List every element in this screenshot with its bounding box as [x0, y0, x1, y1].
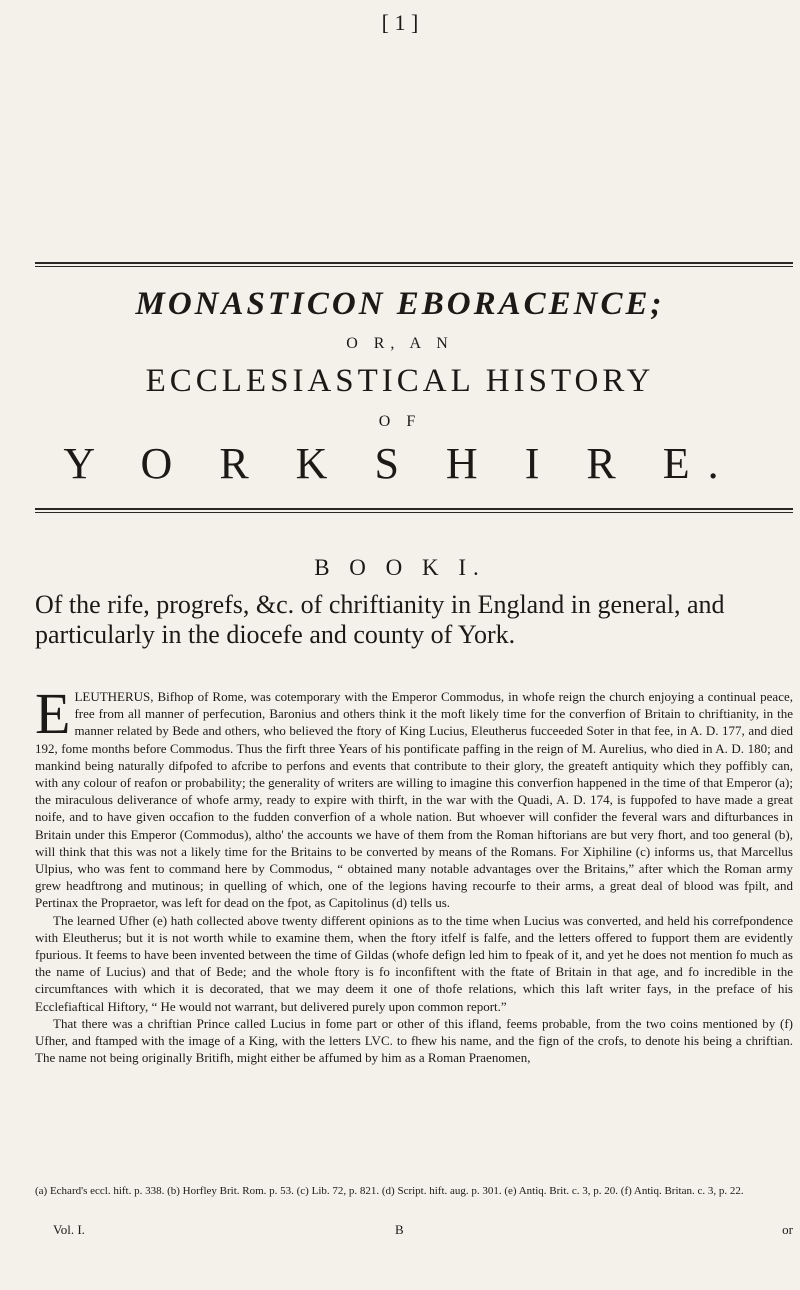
- title-of: O F: [378, 413, 422, 430]
- top-rule-thin: [35, 266, 793, 267]
- paragraph: [35, 1015, 793, 1067]
- title-main: MONASTICON EBORACENCE;: [135, 286, 665, 322]
- signature-mark: B: [395, 1222, 404, 1237]
- drop-cap: E: [35, 681, 71, 746]
- middle-rule: [35, 508, 793, 510]
- middle-rule-thin: [35, 512, 793, 513]
- title-county: Y O R K S H I R E.: [63, 439, 737, 488]
- catchword: or: [782, 1222, 793, 1237]
- paragraph: [35, 681, 793, 912]
- paragraph-text: LEUTHERUS, Bifhop of Rome, was cotemporary with the Emperor Commodus, in whofe reign the church enjoying a continual peace, free from all manner of perfecution, Baronius and others think it the moft likely time for the converfion of Britain to chriftianity, in the manner related by Bede and others, who believed the ftory of King Lucius, Eleutherus fucceeded Soter in that fee, in A. D. 177, and died 192, fome months before Commodus. Thus the firft three Years of his pontificate paffing in the reign of M. Aurelius, who died in A. D. 180; and mankind being naturally difpofed to afcribe to perfons and events that contribute to their glory, the greateft antiquity which they poffibly can, with any colour of reafon or probability; the generality of writers are willing to imagine this converfion happened in the time of that Emperor (a); the miraculous deliverance of whofe army, ready to expire with thirft, in the war with the Quadi, A. D. 174, is fuppofed to have made a great noife, and to have given occafion to the fudden converfion of a whole nation. But whoever will confider the feveral wars and difturbances in Britain under this Emperor (Commodus), altho' the accounts we have of them from the Roman hiftorians are but very fhort, and too general (b), will think that this was not a likely time for the Britains to be converted by means of the Romans. For Xiphiline (c) informs us, that Marcellus Ulpius, who was fent to command here by Commodus, “ obtained many notable advantages over the Britains,” after which the Roman army grew headftrong and mutinous; in quelling of which, one of the legions having recourfe to their arms, a great deal of blood was fpilt, and Pertinax the Propraetor, was left for dead on the fpot, as Capitolinus (d) tells us.: [35, 689, 793, 911]
- paragraph-text: The learned Ufher (e) hath collected above twenty different opinions as to the time when Lucius was converted, and held his correfpondence with Eleutherus; but it is not worth while to examine them, when the ftory itfelf is falfe, and the letters offered to fupport them are evidently fpurious. It feems to have been invented between the time of Gildas (whofe defign led him to fpeak of it, and yet he does not mention fo much as the name of Lucius) and that of Bede; and the whole ftory is fo inconfiftent with the ftate of Britain in that age, and fo incredible in the circumftances with which it is decorated, that we may deem it one of thofe relations, which this laft writer fays, in the preface of his Ecclefiaftical Hiftory, “ He would not warrant, but delivered purely upon common report.”: [35, 912, 793, 1014]
- paragraph: [35, 912, 793, 1015]
- title-ecclesiastical: ECCLESIASTICAL HISTORY: [145, 363, 655, 399]
- paragraph-text: That there was a chriftian Prince called Lucius in fome part or other of this ifland, feems probable, from the two coins mentioned by (f) Ufher, and ftamped with the image of a King, with the letters LVC. to fhew his name, and the fign of the crofs, to denote his being a chriftian. The name not being originally Britifh, might either be affumed by him as a Roman Praenomen,: [35, 1015, 793, 1066]
- volume-label: Vol. I.: [53, 1222, 85, 1237]
- book-heading: B O O K I.: [314, 555, 486, 580]
- chapter-subject: Of the rife, progrefs, &c. of chriftianity in England in general, and particularly in the diocefe and county of York.: [35, 590, 725, 649]
- top-rule: [35, 262, 793, 264]
- body-text: [35, 681, 793, 1066]
- footnotes: (a) Echard's eccl. hift. p. 338. (b) Horfley Brit. Rom. p. 53. (c) Lib. 72, p. 821. (d) Script. hift. aug. p. 301. (e) Antiq. Brit. c. 3, p. 20. (f) Antiq. Britan. c. 3, p. 22.: [35, 1185, 744, 1197]
- page-number: [ 1 ]: [381, 10, 419, 35]
- title-or-an: O R, A N: [346, 335, 454, 352]
